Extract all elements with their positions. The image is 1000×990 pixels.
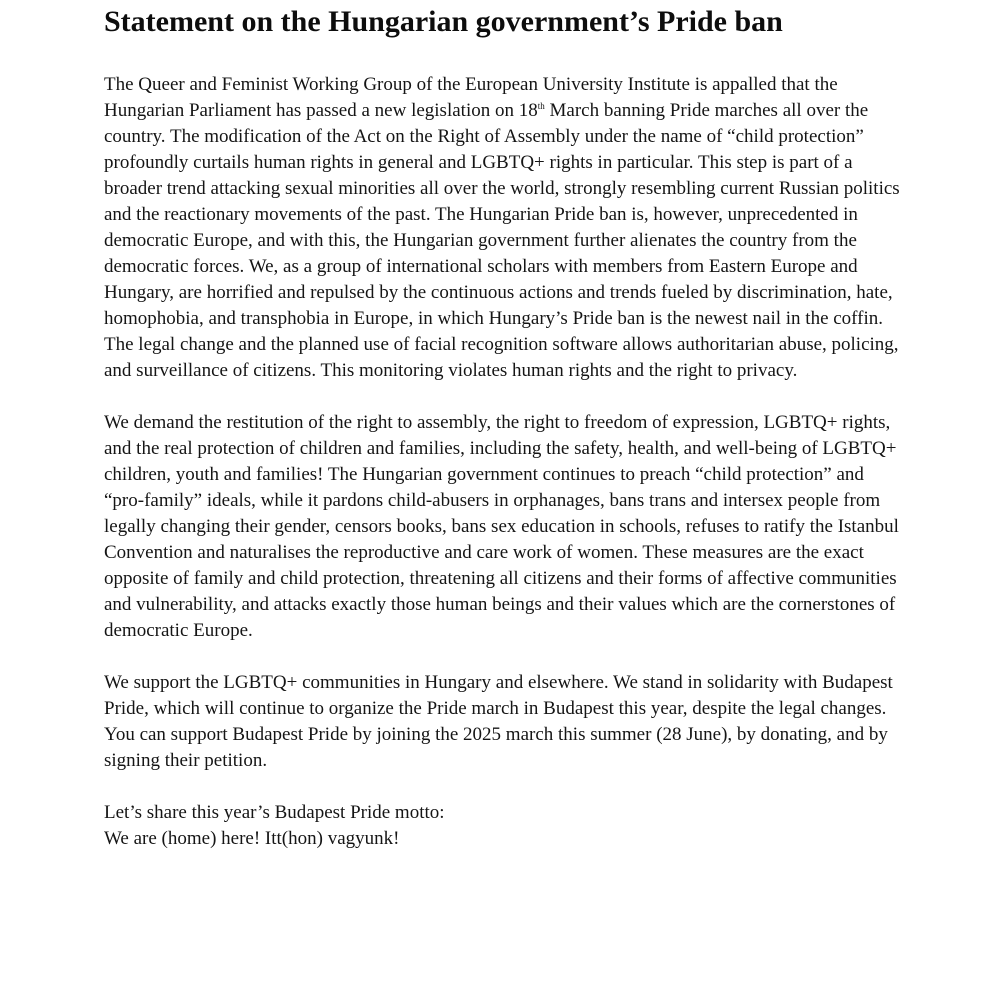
motto-intro: Let’s share this year’s Budapest Pride motto: — [104, 802, 445, 823]
paragraph-motto — [104, 800, 904, 852]
paragraph-condemnation-rest: March banning Pride marches all over the country. The modification of the Act on the Right of Assembly under the name of “child protection” profoundly curtails human rights in general and LGBTQ+ rights in particular. This step is part of a broader trend attacking sexual minorities all over the world, strongly resembling current Russian politics and the reactionary movements of the past. The Hungarian Pride ban is, however, unprecedented in democratic Europe, and with this, the Hungarian government further alienates the country from the democratic forces. We, as a group of international scholars with members from Eastern Europe and Hungary, are horrified and repulsed by the continuous actions and trends fueled by discrimination, hate, homophobia, and transphobia in Europe, in which Hungary’s Pride ban is the newest nail in the coffin. The legal change and the planned use of facial recognition software allows authoritarian abuse, policing, and surveillance of citizens. This monitoring violates human rights and the right to privacy. — [104, 100, 900, 381]
motto-text: We are (home) here! Itt(hon) vagyunk! — [104, 828, 400, 849]
statement-page — [104, 4, 904, 852]
paragraph-condemnation — [104, 72, 904, 384]
paragraph-solidarity: We support the LGBTQ+ communities in Hungary and elsewhere. We stand in solidarity with Budapest Pride, which will continue to organize the Pride march in Budapest this year, despite the legal changes. You can support Budapest Pride by joining the 2025 march this summer (28 June), by donating, and by signing their petition. — [104, 672, 893, 771]
page-title: Statement on the Hungarian government’s Pride ban — [104, 5, 783, 38]
ordinal-suffix: th — [537, 101, 545, 111]
paragraph-condemnation-start: The Queer and Feminist Working Group of the European University Institute is appalled that the Hungarian Parliament has passed a new legislation on 18 — [104, 74, 838, 121]
paragraph-demands: We demand the restitution of the right to assembly, the right to freedom of expression, LGBTQ+ rights, and the real protection of children and families, including the safety, health, and well-being of LGBTQ+ children, youth and families! The Hungarian government continues to preach “child protection” and “pro-family” ideals, while it pardons child-abusers in orphanages, bans trans and intersex people from legally changing their gender, censors books, bans sex education in schools, refuses to ratify the Istanbul Convention and naturalises the reproductive and care work of women. These measures are the exact opposite of family and child protection, threatening all citizens and their forms of affective communities and vulnerability, and attacks exactly those human beings and their values which are the cornerstones of democratic Europe. — [104, 412, 899, 641]
